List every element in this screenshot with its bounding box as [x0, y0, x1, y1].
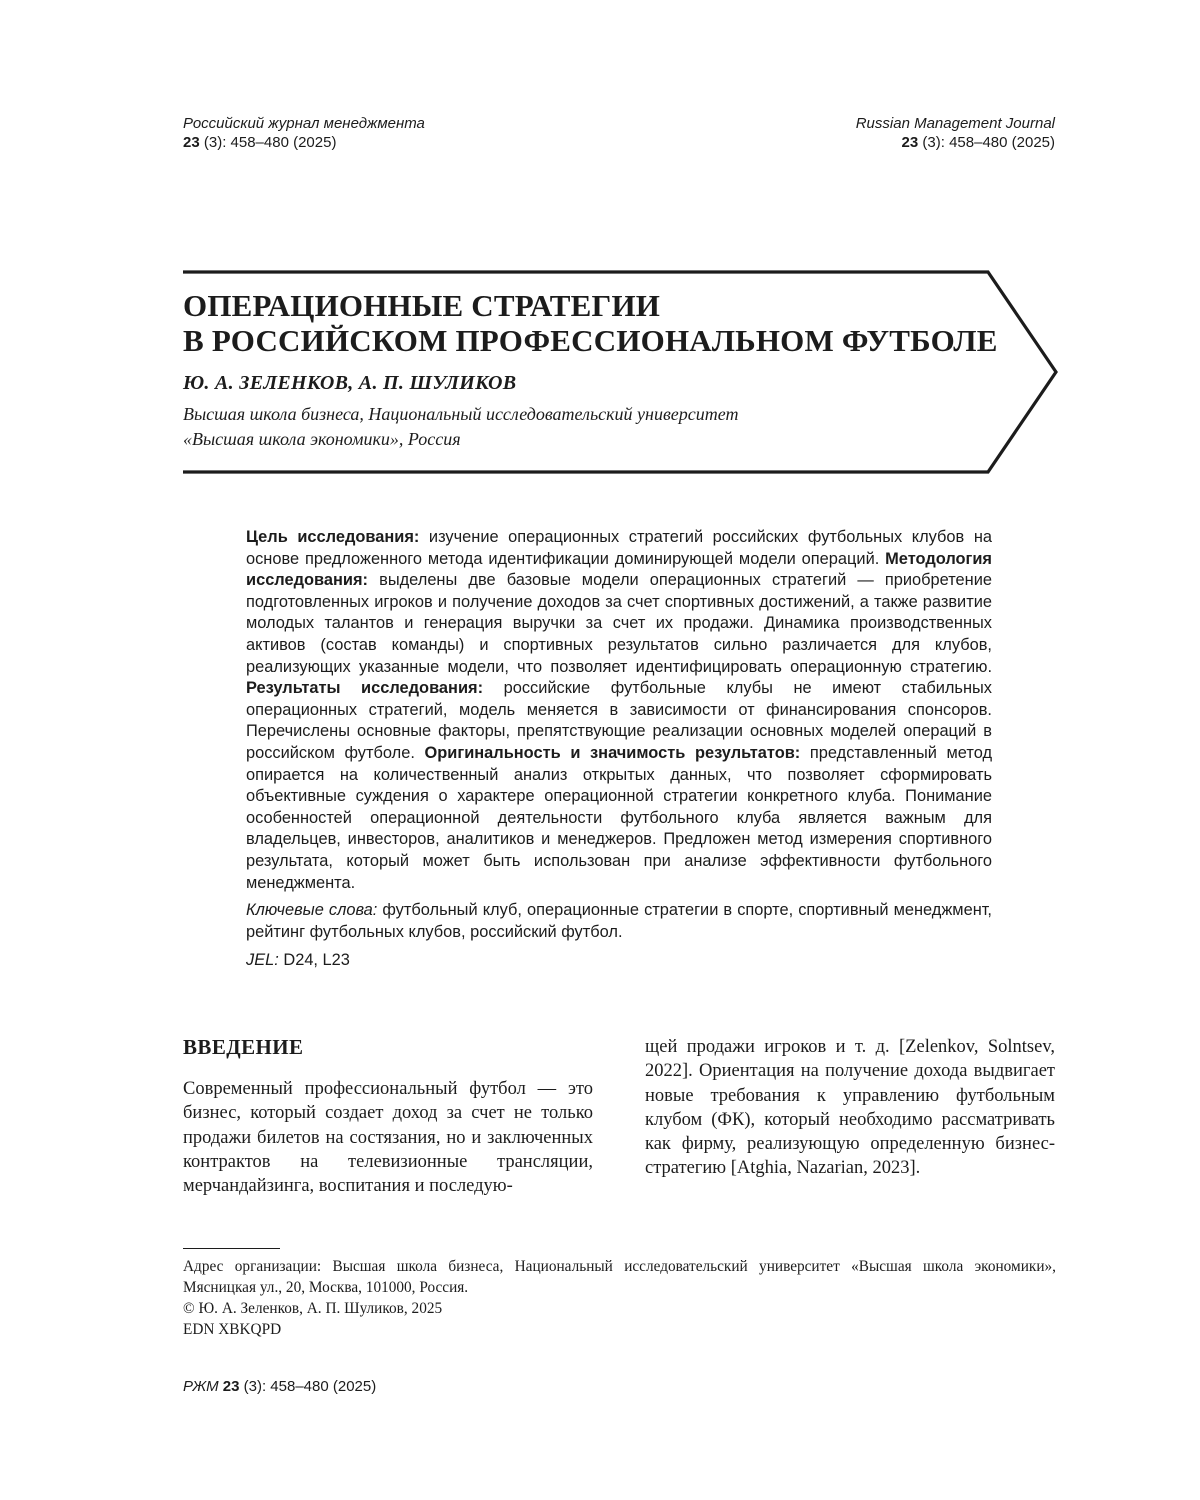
edn-code: EDN XBKQPD [183, 1321, 282, 1338]
affiliation-line-2: «Высшая школа экономики», Россия [183, 429, 461, 449]
abstract-method-text: выделены две базовые модели операционных стратегий — приобретение подготовленных игроков и получение доходов за счет спортивных достижений, а также развитие молодых талантов и генерация выручки за счет их продажи. Динамика производственных активов (состав команды) и спортивных результатов сильно различается для клубов, реализующих указанные модели, что позволяет идентифицировать операционную стратегию. [246, 571, 992, 676]
body-column-left: Современный профессиональный футбол — это бизнес, который создает доход за счет не только продажи билетов на состязания, но и заключенных контрактов на телевизионные трансляции, мерчандайзинга, воспитания и последую- [183, 1079, 593, 1197]
article-title [183, 288, 998, 358]
volume-number: 23 [901, 134, 919, 151]
copyright-line: © Ю. А. Зеленков, А. П. Шуликов, 2025 [183, 1300, 443, 1317]
article-authors: Ю. А. ЗЕЛЕНКОВ, А. П. ШУЛИКОВ [183, 372, 517, 394]
article-title-line-1: ОПЕРАЦИОННЫЕ СТРАТЕГИИ [183, 288, 661, 323]
volume-number: 23 [183, 134, 200, 151]
page-footer [183, 1378, 376, 1395]
journal-abbreviation: РЖМ [183, 1378, 219, 1395]
section-heading-introduction: ВВЕДЕНИЕ [183, 1035, 304, 1059]
abstract-results-text: российские футбольные клубы не имеют стабильных операционных стратегий, модель меняется в зависимости от финансирования спонсоров. Перечислены основные факторы, препятствующие реализации основных моделей операций в российском футболе. [246, 679, 992, 762]
journal-name-en: Russian Management Journal [855, 115, 1055, 132]
jel-text: D24, L23 [278, 951, 350, 969]
affiliation-line-1: Высшая школа бизнеса, Национальный исследовательский университет [183, 404, 739, 424]
body-column-right: щей продажи игроков и т. д. [Zelenkov, Solntsev, 2022]. Ориентация на получение дохода выдвигает новые требования к управлению футбольным клубом (ФК), который необходимо рассматривать как фирму, реализующую определенную бизнес-стратегию [Atghia, Nazarian, 2023]. [645, 1037, 1055, 1179]
running-header-left [183, 114, 425, 152]
footer-volume: 23 [222, 1378, 240, 1395]
abstract-goal-text: изучение операционных стратегий российских футбольных клубов на основе предложенного метода идентификации доминирующей модели операций. [246, 528, 992, 568]
article-title-line-2: В РОССИЙСКОМ ПРОФЕССИОНАЛЬНОМ ФУТБОЛЕ [183, 323, 998, 358]
footnote-rule [183, 1248, 280, 1249]
abstract-originality-label: Оригинальность и значимость результатов: [424, 743, 801, 762]
journal-issue-ru [183, 133, 425, 152]
footer-issue: (3): 458–480 (2025) [243, 1378, 377, 1395]
running-header-right [856, 114, 1055, 152]
abstract-goal-label: Цель исследования: [246, 528, 420, 546]
keywords-text: футбольный клуб, операционные стратегии в спорте, спортивный менеджмент, рейтинг футбольных клубов, российский футбол. [246, 901, 992, 941]
keywords [246, 900, 992, 943]
author-affiliation [183, 402, 739, 452]
abstract-method-label: Методология исследования: [246, 549, 992, 590]
journal-issue-en [856, 133, 1055, 152]
issue-pages: (3): 458–480 (2025) [203, 134, 337, 151]
abstract-results-label: Результаты исследования: [246, 679, 484, 698]
journal-name-ru: Российский журнал менеджмента [183, 115, 425, 132]
keywords-label: Ключевые слова: [246, 901, 378, 919]
footnote [183, 1256, 1056, 1340]
jel-label: JEL: [246, 951, 279, 969]
jel-codes [246, 950, 350, 972]
organization-address: Адрес организации: Высшая школа бизнеса, Национальный исследовательский университет «Высшая школа экономики», Мясницкая ул., 20, Москва, 101000, Россия. [183, 1258, 1056, 1296]
abstract [246, 527, 992, 894]
abstract-originality-text: представленный метод опирается на количественный анализ открытых данных, что позволяет сформировать объективные суждения о характере операционной стратегии конкретного клуба. Понимание особенностей операционной деятельности футбольного клуба является важным для владельцев, инвесторов, аналитиков и менеджеров. Предложен метод измерения спортивного результата, который может быть использован при анализе эффективности футбольного менеджмента. [246, 743, 993, 892]
issue-pages: (3): 458–480 (2025) [922, 134, 1055, 151]
